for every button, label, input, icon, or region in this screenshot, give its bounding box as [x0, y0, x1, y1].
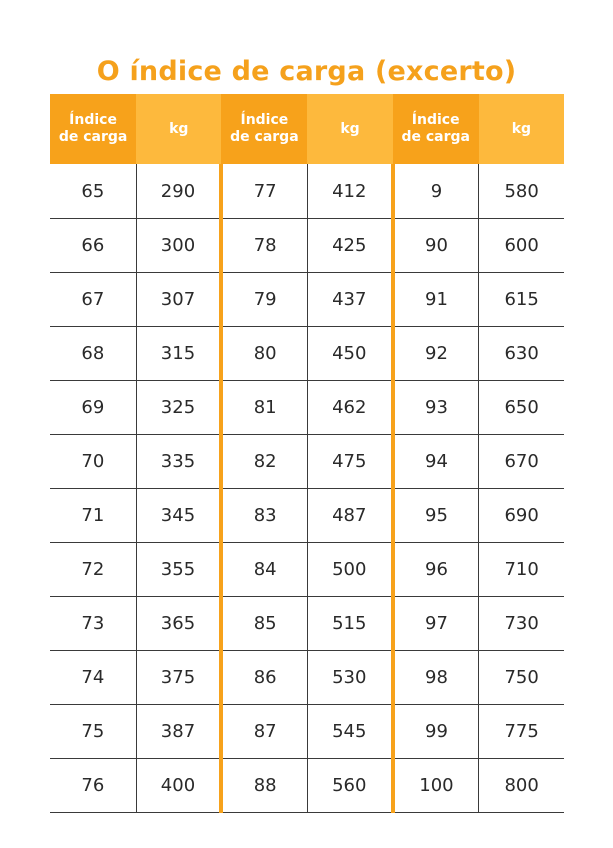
cell-kg: 650 [479, 381, 564, 435]
cell-load-index: 76 [50, 759, 136, 813]
table-row [50, 164, 564, 219]
header-load-index: Índice de carga [393, 94, 479, 164]
header-kg: kg [136, 94, 221, 164]
table-row [50, 489, 564, 543]
cell-kg: 690 [479, 489, 564, 543]
cell-load-index: 97 [393, 597, 479, 651]
header-load-index: Índice de carga [221, 94, 307, 164]
cell-kg: 800 [479, 759, 564, 813]
header-kg: kg [307, 94, 392, 164]
cell-kg: 387 [136, 705, 221, 759]
cell-load-index: 75 [50, 705, 136, 759]
header-load-index: Índice de carga [50, 94, 136, 164]
table-row [50, 705, 564, 759]
cell-kg: 750 [479, 651, 564, 705]
cell-kg: 462 [307, 381, 392, 435]
cell-load-index: 98 [393, 651, 479, 705]
table-row [50, 597, 564, 651]
table-row [50, 381, 564, 435]
cell-kg: 325 [136, 381, 221, 435]
cell-load-index: 83 [221, 489, 307, 543]
load-index-table [50, 94, 564, 813]
cell-kg: 630 [479, 327, 564, 381]
cell-load-index: 80 [221, 327, 307, 381]
cell-kg: 355 [136, 543, 221, 597]
cell-load-index: 79 [221, 273, 307, 327]
cell-kg: 670 [479, 435, 564, 489]
cell-kg: 475 [307, 435, 392, 489]
cell-load-index: 92 [393, 327, 479, 381]
cell-kg: 500 [307, 543, 392, 597]
cell-kg: 307 [136, 273, 221, 327]
table-row [50, 759, 564, 813]
cell-load-index: 73 [50, 597, 136, 651]
cell-load-index: 84 [221, 543, 307, 597]
cell-load-index: 86 [221, 651, 307, 705]
cell-kg: 290 [136, 164, 221, 219]
cell-kg: 615 [479, 273, 564, 327]
cell-kg: 515 [307, 597, 392, 651]
cell-kg: 775 [479, 705, 564, 759]
cell-load-index: 66 [50, 219, 136, 273]
cell-kg: 580 [479, 164, 564, 219]
cell-kg: 487 [307, 489, 392, 543]
cell-load-index: 71 [50, 489, 136, 543]
cell-kg: 375 [136, 651, 221, 705]
cell-load-index: 82 [221, 435, 307, 489]
cell-load-index: 88 [221, 759, 307, 813]
cell-load-index: 87 [221, 705, 307, 759]
cell-load-index: 96 [393, 543, 479, 597]
cell-load-index: 90 [393, 219, 479, 273]
cell-load-index: 70 [50, 435, 136, 489]
cell-kg: 300 [136, 219, 221, 273]
cell-load-index: 85 [221, 597, 307, 651]
cell-kg: 345 [136, 489, 221, 543]
cell-load-index: 91 [393, 273, 479, 327]
cell-kg: 710 [479, 543, 564, 597]
cell-kg: 450 [307, 327, 392, 381]
table-row [50, 543, 564, 597]
cell-kg: 335 [136, 435, 221, 489]
table-row [50, 327, 564, 381]
cell-load-index: 77 [221, 164, 307, 219]
cell-kg: 425 [307, 219, 392, 273]
cell-load-index: 81 [221, 381, 307, 435]
table-header-row [50, 94, 564, 164]
table-body [50, 164, 564, 813]
cell-load-index: 78 [221, 219, 307, 273]
cell-load-index: 95 [393, 489, 479, 543]
cell-load-index: 67 [50, 273, 136, 327]
cell-kg: 412 [307, 164, 392, 219]
cell-kg: 437 [307, 273, 392, 327]
cell-load-index: 72 [50, 543, 136, 597]
table-row [50, 651, 564, 705]
cell-load-index: 93 [393, 381, 479, 435]
cell-kg: 730 [479, 597, 564, 651]
cell-load-index: 65 [50, 164, 136, 219]
page-title: O índice de carga (excerto) [96, 56, 517, 88]
cell-kg: 365 [136, 597, 221, 651]
cell-kg: 560 [307, 759, 392, 813]
cell-load-index: 99 [393, 705, 479, 759]
cell-load-index: 68 [50, 327, 136, 381]
cell-kg: 315 [136, 327, 221, 381]
table-row [50, 435, 564, 489]
table-row [50, 273, 564, 327]
cell-load-index: 69 [50, 381, 136, 435]
cell-load-index: 100 [393, 759, 479, 813]
cell-kg: 400 [136, 759, 221, 813]
table-row [50, 219, 564, 273]
cell-kg: 600 [479, 219, 564, 273]
cell-load-index: 74 [50, 651, 136, 705]
cell-load-index: 9 [393, 164, 479, 219]
cell-kg: 530 [307, 651, 392, 705]
cell-load-index: 94 [393, 435, 479, 489]
cell-kg: 545 [307, 705, 392, 759]
header-kg: kg [479, 94, 564, 164]
